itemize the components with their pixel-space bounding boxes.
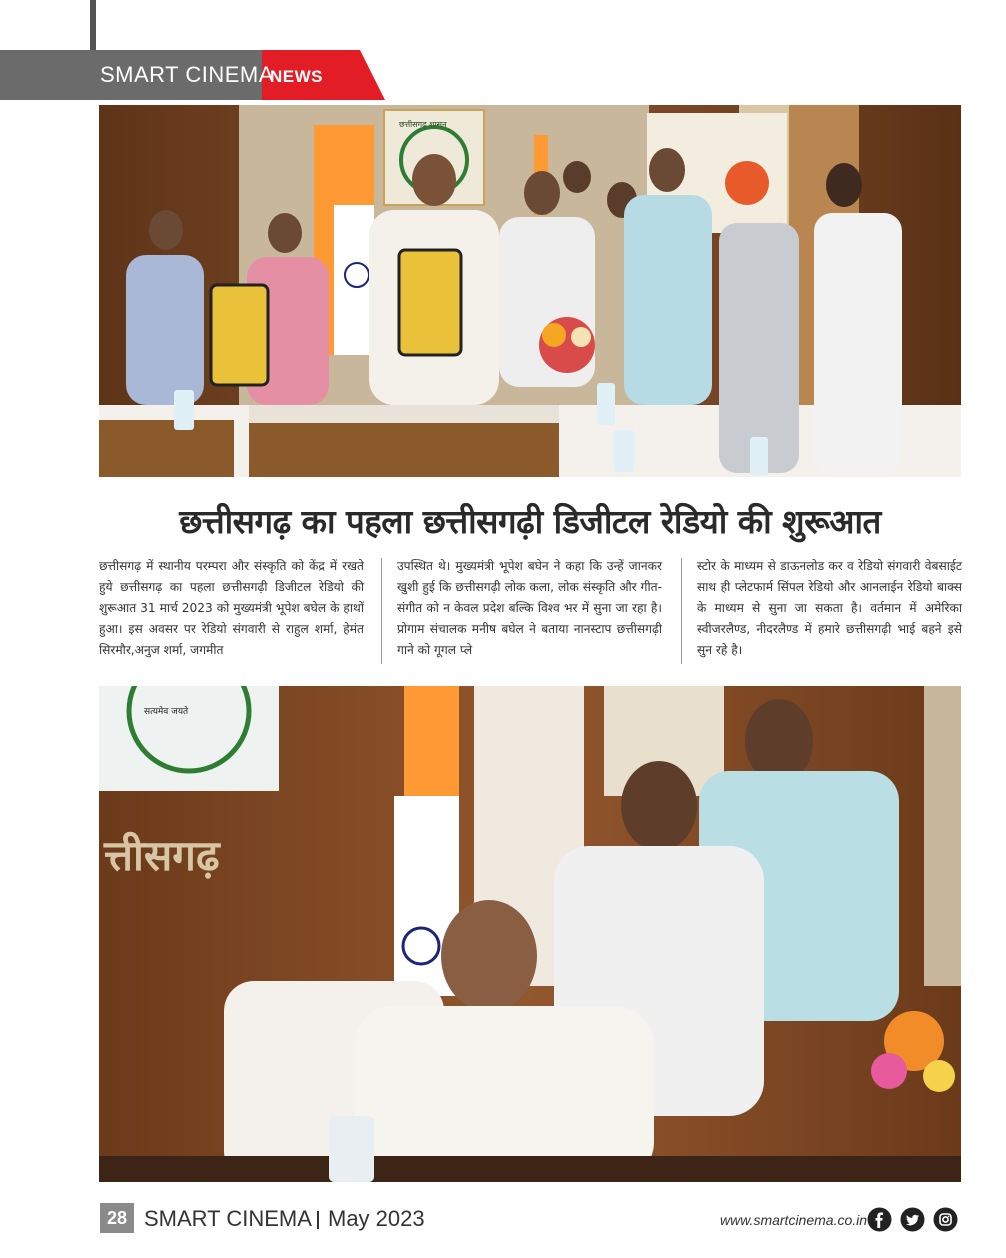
facebook-icon[interactable]: [867, 1207, 892, 1232]
column-divider: [381, 558, 382, 664]
footer-brand: SMART CINEMA: [144, 1206, 312, 1231]
footer-website-link[interactable]: www.smartcinema.co.in: [720, 1212, 868, 1228]
footer-separator: [317, 1211, 319, 1229]
photo-chief-minister-app-demo: [99, 686, 961, 1182]
instagram-icon[interactable]: [933, 1207, 958, 1232]
article-column-2: उपस्थित थे। मुख्यमंत्री भूपेश बघेन ने कहा कि उन्हें जानकर खुशी हुई कि छत्तीसगढ़ी लोक कला, लोक संस्कृति और गीत-संगीत को न केवल प्रदेश बल्कि विश्व भर में सुना जा रहा है। प्रोगाम संचालक मनीष बघेल ने बताया नानस्टाप छत्तीसगढ़ी गाने को गूगल प्ले: [397, 559, 662, 657]
column-divider: [681, 558, 682, 664]
article-column-1: छत्तीसगढ़ में स्थानीय परम्परा और संस्कृति को केंद्र में रखते हुये छत्तीसगढ़ का पहला छत्तीसगढ़ी डिजीटल रेडियो की शुरूआत 31 मार्च 2023 को मुख्यमंत्री भूपेश बघेल के हाथों हुआ। इस अवसर पर रेडियो संगवारी से राहुल शर्मा, हेमंत सिरमौर,अनुज शर्मा, जगमीत: [99, 559, 364, 657]
emblem-text: सत्यमेव जयते: [144, 707, 189, 717]
photo-app-demo-illustration: [99, 686, 961, 1182]
twitter-icon[interactable]: [900, 1207, 925, 1232]
wall-lettering: त्तीसगढ़: [104, 831, 220, 880]
photo-launch-event: [99, 105, 961, 477]
photo-launch-event-illustration: [99, 105, 961, 477]
banner-brand: SMART CINEMA: [100, 62, 274, 87]
top-rule: [90, 0, 96, 50]
article-column-3: स्टोर के माध्यम से डाऊनलोड कर व रेडियो संगवारी वेबसाईट साथ ही प्लेटफार्म सिंपल रेडियो और आनलाईन रेडियो बाक्स के माध्यम से सुना जा सकता है। वर्तमान में अमेरिका स्वीजरलैण्ड, नीदरलैण्ड में हमारे छत्तीसगढ़ी भाई बहने इसे सुन रहे है।: [697, 559, 962, 657]
page-number: 28: [100, 1203, 134, 1233]
article-headline: छत्तीसगढ़ का पहला छत्तीसगढ़ी डिजीटल रेडियो की शुरूआत: [179, 502, 881, 541]
banner-section-label: NEWS: [270, 67, 323, 86]
sign-text: छत्तीसगढ़ शासन: [399, 120, 447, 129]
footer-issue-date: May 2023: [328, 1206, 425, 1231]
